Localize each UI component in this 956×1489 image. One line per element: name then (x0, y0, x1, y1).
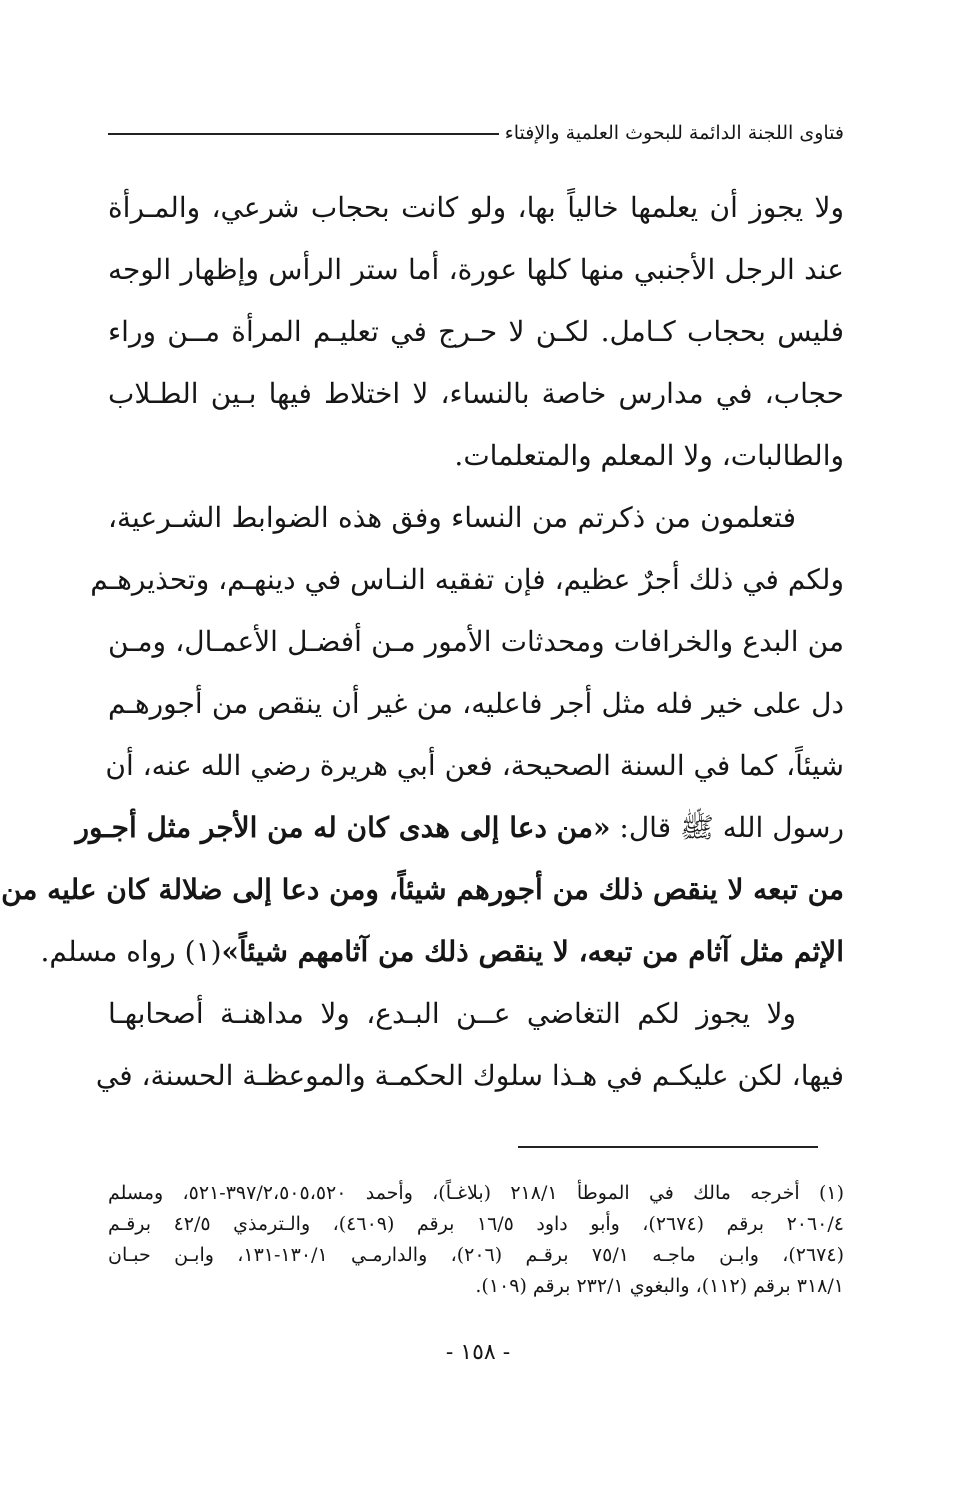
body-line: عند الرجل الأجنبي منها كلها عورة، أما ستر الرأس وإظهار الوجه (108, 253, 844, 286)
header-rule (108, 133, 499, 135)
hadith-text: الإثم مثل آثام من تبعه، لا ينقص ذلك من آثامهم شيئاً» (221, 935, 844, 968)
footnote-line: (١) أخرجه مالك في الموطأ ٢١٨/١ (بلاغـاً)، وأحمد ٣٩٧/٢،٥٠٥،٥٢٠-٥٢١، ومسلم (108, 1182, 844, 1204)
body-line: ولا يجوز أن يعلمها خالياً بها، ولو كانت بحجاب شرعي، والمـرأة (108, 191, 844, 224)
hadith-intro: رسول الله ﷺ قال: (610, 811, 844, 844)
hadith-line (75, 797, 844, 859)
hadith-text: من تبعه لا ينقص ذلك من أجورهم شيئاً، ومن دعا إلى ضلالة كان عليه من (1, 873, 844, 906)
hadith-source: (١) رواه مسلم. (40, 935, 222, 968)
body-line: من البدع والخرافات ومحدثات الأمور مـن أفضـل الأعمـال، ومـن (108, 625, 844, 658)
body-line: شيئاً، كما في السنة الصحيحة، فعن أبي هريرة رضي الله عنه، أن (105, 749, 844, 782)
body-line: ولكم في ذلك أجرٌ عظيم، فإن تفقيه النـاس في دينهـم، وتحذيرهـم (90, 563, 844, 596)
footnotes (108, 1178, 844, 1302)
running-header-title: فتاوى اللجنة الدائمة للبحوث العلمية والإفتاء (504, 121, 844, 144)
body-line: ولا يجوز لكم التغاضي عــن البـدع، ولا مداهنـة أصحابهـا (108, 997, 796, 1030)
running-header (108, 118, 844, 148)
footnote-line: ٣١٨/١ برقم (١١٢)، والبغوي ٢٣٢/١ برقم (١٠٩). (475, 1275, 844, 1297)
body-line: فليس بحجاب كـامل. لكـن لا حـرج في تعليـم المرأة مــن وراء (108, 315, 844, 348)
body-line: حجاب، في مدارس خاصة بالنساء، لا اختلاط فيها بـين الطـلاب (108, 377, 844, 410)
footnote-line: ٢٠٦٠/٤ برقم (٢٦٧٤)، وأبو داود ١٦/٥ برقم (٤٦٠٩)، والـترمذي ٤٢/٥ برقـم (108, 1213, 844, 1235)
footnote-separator (518, 1146, 818, 1148)
page-number: - ١٥٨ - (445, 1340, 511, 1365)
body-line: فتعلمون من ذكرتم من النساء وفق هذه الضوابط الشـرعية، (108, 501, 796, 534)
footnote-line: (٢٦٧٤)، وابـن ماجـه ٧٥/١ برقـم (٢٠٦)، والدارمـي ١٣٠/١-١٣١، وابـن حبـان (108, 1244, 844, 1266)
hadith-line (40, 921, 844, 983)
main-text (1, 177, 844, 1107)
hadith-text: «من دعا إلى هدى كان له من الأجر مثل أجـور (75, 811, 611, 844)
body-line: والطالبات، ولا المعلم والمتعلمات. (454, 439, 844, 472)
body-line: فيها، لكن عليكـم في هـذا سلوك الحكمـة والموعظـة الحسنة، في (95, 1059, 844, 1092)
hadith-line (1, 859, 844, 921)
body-line: دل على خير فله مثل أجر فاعليه، من غير أن ينقص من أجورهـم (108, 687, 844, 720)
